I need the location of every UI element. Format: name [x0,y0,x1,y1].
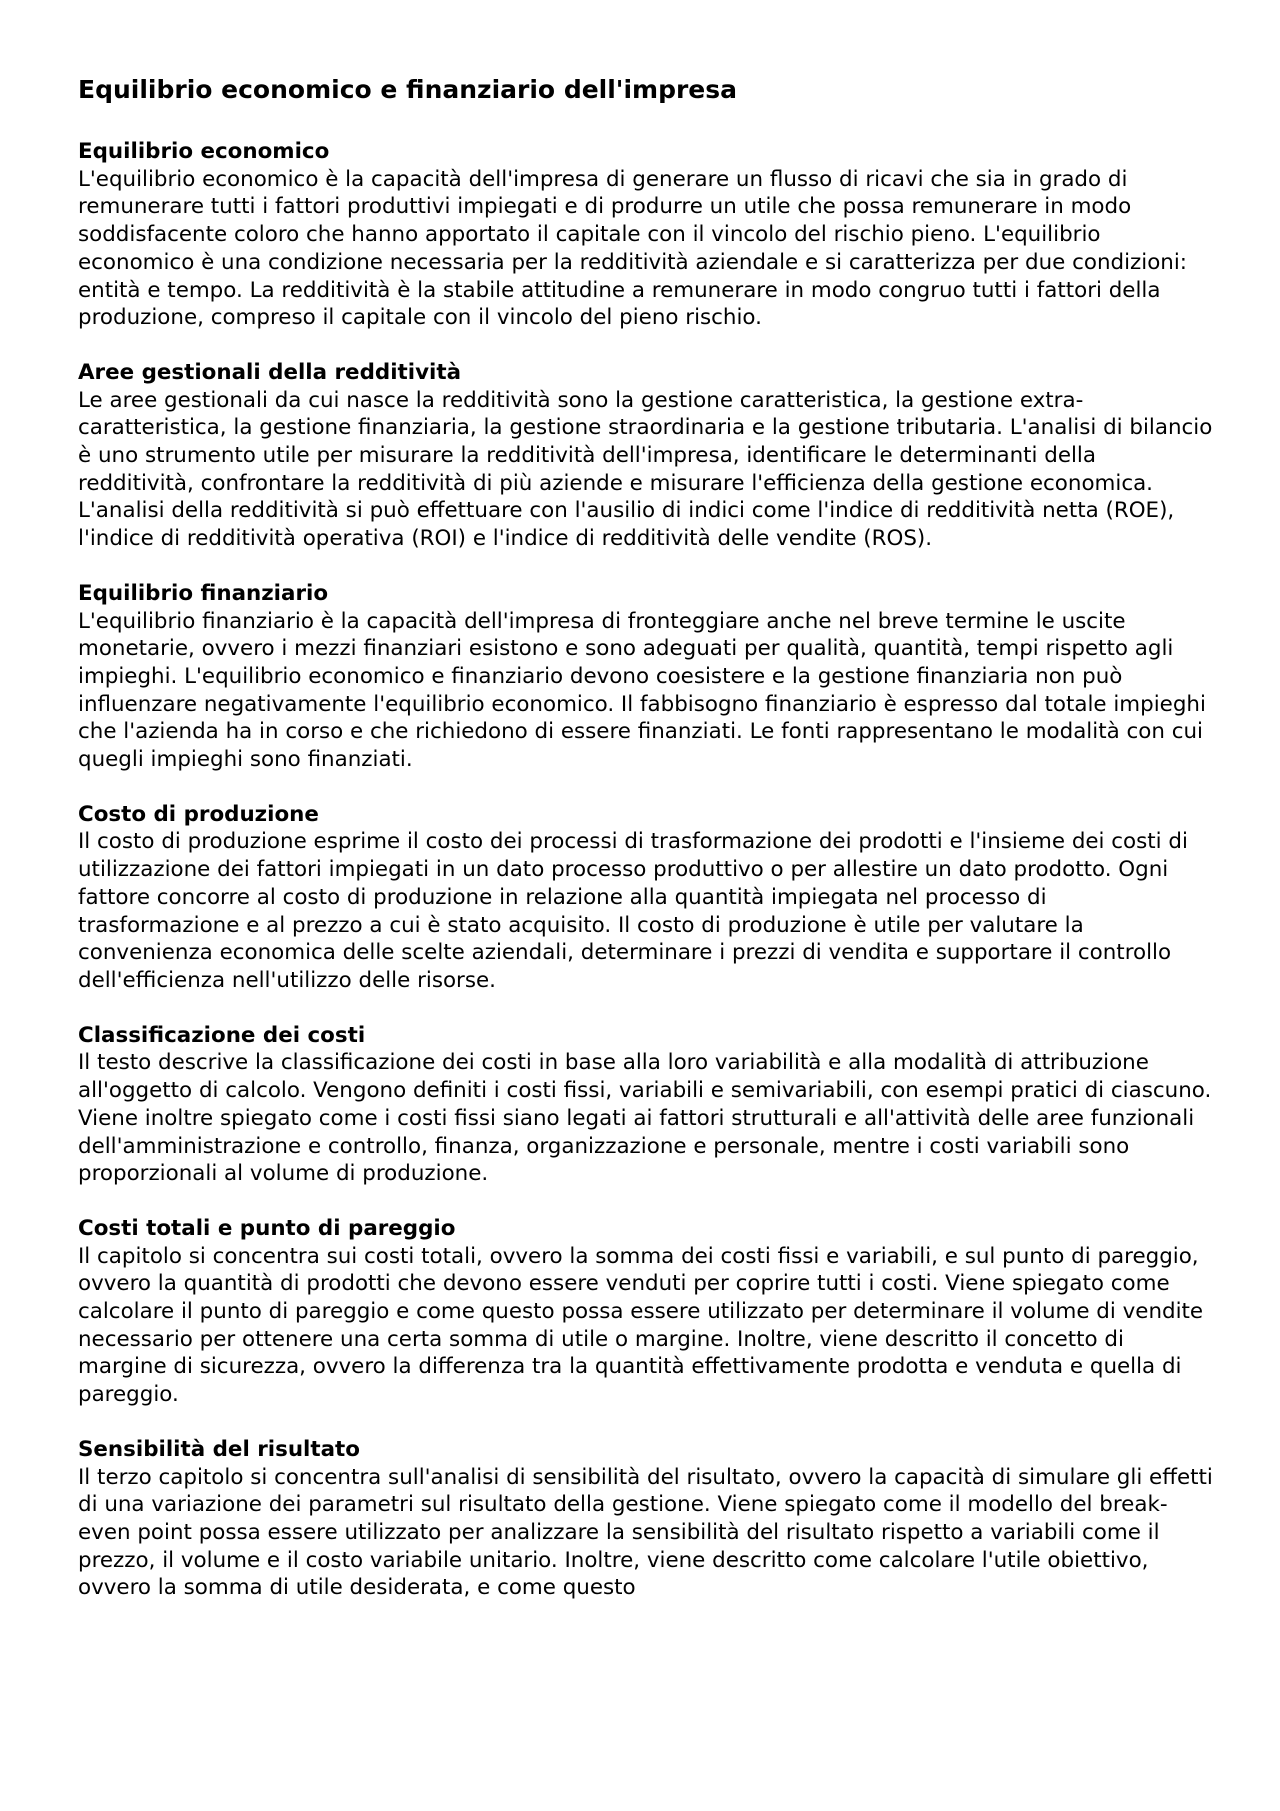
section-body: L'equilibrio finanziario è la capacità dell'impresa di fronteggiare anche nel breve termine le uscite monetarie, ovvero i mezzi finanziari esistono e sono adeguati per qualità, quantità, tempi rispetto agli impieghi. L'equilibrio economico e finanziario devono coesistere e la gestione finanziaria non può influenzare negativamente l'equilibrio economico. Il fabbisogno finanziario è espresso dal totale impieghi che l'azienda ha in corso e che richiedono di essere finanziati. Le fonti rappresentano le modalità con cui quegli impieghi sono finanziati. [78,608,1206,773]
section-body: Il testo descrive la classificazione dei costi in base alla loro variabilità e alla modalità di attribuzione all'oggetto di calcolo. Vengono definiti i costi fissi, variabili e semivariabili, con esempi pratici di ciascuno. Viene inoltre spiegato come i costi fissi siano legati ai fattori strutturali e all'attività delle aree funzionali dell'amministrazione e controllo, finanza, organizzazione e personale, mentre i costi variabili sono proporzionali al volume di produzione. [78,1050,1212,1187]
section-body: L'equilibrio economico è la capacità dell'impresa di generare un flusso di ricavi che sia in grado di remunerare tutti i fattori produttivi impiegati e di produrre un utile che possa remunerare in modo soddisfacente coloro che hanno apportato il capitale con il vincolo del rischio pieno. L'equilibrio economico è una condizione necessaria per la redditività aziendale e si caratterizza per due condizioni: entità e tempo. La redditività è la stabile attitudine a remunerare in modo congruo tutti i fattori della produzione, compreso il capitale con il vincolo del pieno rischio. [78,166,1187,331]
section-equilibrio-economico [78,138,1213,332]
section-heading: Equilibrio economico [78,139,330,164]
section-costi-totali [78,1215,1213,1409]
document-title: Equilibrio economico e finanziario dell'impresa [78,75,738,104]
section-heading: Classificazione dei costi [78,1022,366,1048]
section-equilibrio-finanziario [78,580,1213,774]
section-heading: Costi totali e punto di pareggio [78,1215,456,1241]
section-sensibilita-risultato [78,1436,1213,1602]
section-costo-di-produzione [78,801,1213,995]
section-body: Il capitolo si concentra sui costi totali, ovvero la somma dei costi fissi e variabili, e sul punto di pareggio, ovvero la quantità di prodotti che devono essere venduti per coprire tutti i costi. Viene spiegato come calcolare il punto di pareggio e come questo possa essere utilizzato per determinare il volume di vendite necessario per ottenere una certa somma di utile o margine. Inoltre, viene descritto il concetto di margine di sicurezza, ovvero la differenza tra la quantità effettivamente prodotta e venduta e quella di pareggio. [78,1243,1204,1408]
section-body: Le aree gestionali da cui nasce la redditività sono la gestione caratteristica, la gestione extra-caratteristica, la gestione finanziaria, la gestione straordinaria e la gestione tributaria. L'analisi di bilancio è uno strumento utile per misurare la redditività dell'impresa, identificare le determinanti della redditività, confrontare la redditività di più aziende e misurare l'efficienza della gestione economica. L'analisi della redditività si può effettuare con l'ausilio di indici come l'indice di redditività netta (ROE), l'indice di redditività operativa (ROI) e l'indice di redditività delle vendite (ROS). [78,387,1213,552]
section-heading: Sensibilità del risultato [78,1436,360,1462]
section-classificazione-costi [78,1022,1213,1188]
section-heading: Equilibrio finanziario [78,580,329,606]
section-heading: Aree gestionali della redditività [78,359,462,385]
section-body: Il costo di produzione esprime il costo dei processi di trasformazione dei prodotti e l'insieme dei costi di utilizzazione dei fattori impiegati in un dato processo produttivo o per allestire un dato prodotto. Ogni fattore concorre al costo di produzione in relazione alla quantità impiegata nel processo di trasformazione e al prezzo a cui è stato acquisito. Il costo di produzione è utile per valutare la convenienza economica delle scelte aziendali, determinare i prezzi di vendita e supportare il controllo dell'efficienza nell'utilizzo delle risorse. [78,829,1188,993]
section-heading: Costo di produzione [78,801,319,827]
section-body: Il terzo capitolo si concentra sull'analisi di sensibilità del risultato, ovvero la capacità di simulare gli effetti di una variazione dei parametri sul risultato della gestione. Viene spiegato come il modello del break-even point possa essere utilizzato per analizzare la sensibilità del risultato rispetto a variabili come il prezzo, il volume e il costo variabile unitario. Inoltre, viene descritto come calcolare l'utile obiettivo, ovvero la somma di utile desiderata, e come questo [78,1464,1213,1601]
section-aree-gestionali [78,359,1213,553]
document-page [78,74,1213,1629]
